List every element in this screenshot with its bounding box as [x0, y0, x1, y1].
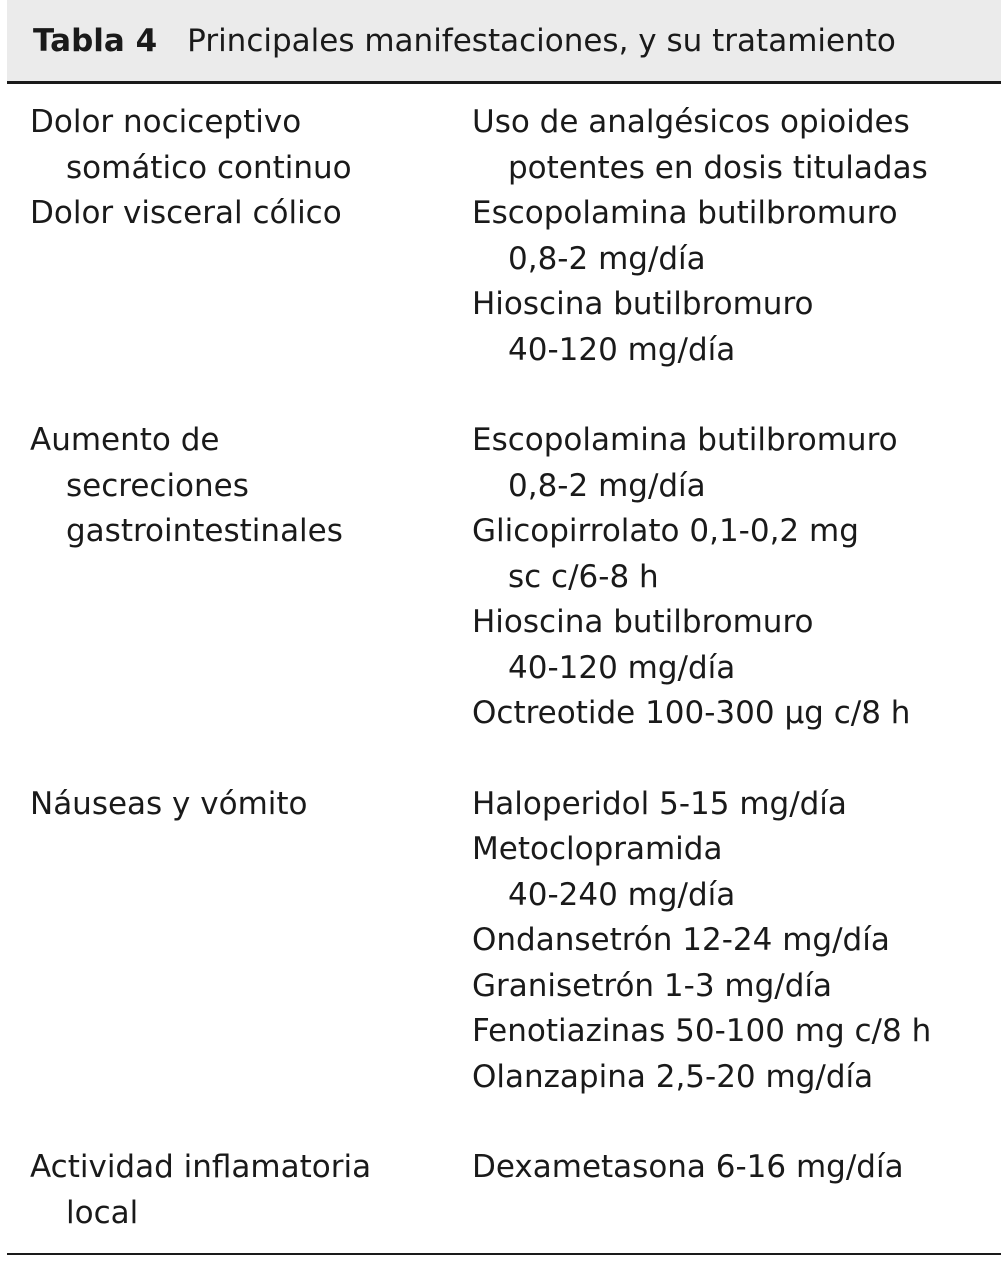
manifestation-text: gastrointestinales: [66, 513, 343, 549]
treatment-text: Metoclopramida: [472, 831, 723, 867]
treatment-text: Glicopirrolato 0,1-0,2 mg: [472, 513, 859, 549]
table-body: [30, 100, 1000, 1236]
treatment-text: 0,8-2 mg/día: [508, 467, 706, 504]
treatment-text: Fenotiazinas 50-100 mg c/8 h: [472, 1013, 932, 1049]
treatment-text: Ondansetrón 12-24 mg/día: [472, 922, 890, 958]
treatment-text: Uso de analgésicos opioides: [472, 104, 910, 140]
manifestation-cell: [30, 100, 472, 191]
table-label: Tabla 4: [33, 23, 158, 59]
treatment-text: Granisetrón 1-3 mg/día: [472, 967, 833, 1004]
table-row: [30, 1145, 1000, 1236]
table-row: [30, 782, 1000, 1101]
manifestation-cell: [30, 782, 472, 1101]
manifestation-cell: [30, 1145, 472, 1236]
treatment-text: sc c/6-8 h: [508, 558, 659, 595]
treatment-text: Dexametasona 6-16 mg/día: [472, 1149, 904, 1185]
manifestation-text: Náuseas y vómito: [30, 785, 308, 822]
table-row: [30, 100, 1000, 191]
table-row: [30, 191, 1000, 373]
treatment-text: Hioscina butilbromuro: [472, 604, 814, 640]
manifestation-text: Dolor visceral cólico: [30, 195, 342, 231]
treatment-text: 0,8-2 mg/día: [508, 240, 706, 277]
table-row: [30, 418, 1000, 737]
treatment-text: potentes en dosis tituladas: [508, 149, 928, 186]
treatment-text: 40-120 mg/día: [508, 331, 736, 368]
table-title: Principales manifestaciones, y su tratamiento: [187, 23, 896, 59]
treatment-cell: [472, 782, 1000, 1101]
treatment-cell: [472, 100, 1000, 191]
manifestation-text: Aumento de: [30, 422, 220, 458]
treatment-cell: [472, 418, 1000, 737]
treatment-text: 40-240 mg/día: [508, 876, 736, 913]
treatment-text: Escopolamina butilbromuro: [472, 195, 898, 231]
table-caption: [33, 19, 896, 63]
manifestation-cell: [30, 418, 472, 737]
manifestation-text: Dolor nociceptivo: [30, 104, 302, 140]
manifestation-cell: [30, 191, 472, 373]
treatment-text: Olanzapina 2,5-20 mg/día: [472, 1058, 874, 1095]
manifestation-text: local: [66, 1194, 139, 1231]
manifestation-text: secreciones: [66, 467, 249, 504]
treatment-text: Haloperidol 5-15 mg/día: [472, 785, 847, 822]
treatment-text: Octreotide 100-300 μg c/8 h: [472, 695, 911, 731]
table-header: [7, 0, 1001, 84]
treatment-text: 40-120 mg/día: [508, 649, 736, 686]
treatment-text: Hioscina butilbromuro: [472, 286, 814, 322]
treatment-cell: [472, 1145, 1000, 1236]
manifestation-text: somático continuo: [66, 149, 352, 186]
manifestation-text: Actividad inflamatoria: [30, 1149, 372, 1185]
treatment-cell: [472, 191, 1000, 373]
treatment-text: Escopolamina butilbromuro: [472, 422, 898, 458]
bottom-rule: [7, 1253, 1001, 1255]
